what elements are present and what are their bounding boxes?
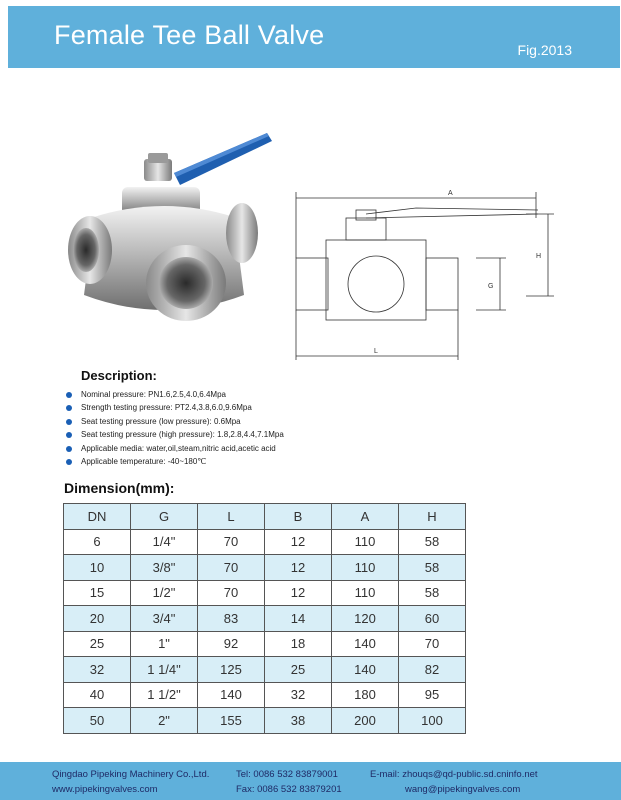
table-cell: 58: [399, 529, 466, 555]
table-cell: 95: [399, 682, 466, 708]
table-row: [64, 657, 466, 683]
table-cell: 25: [64, 631, 131, 657]
table-cell: 2": [131, 708, 198, 734]
header-cell: G: [131, 504, 198, 530]
table-cell: 40: [64, 682, 131, 708]
table-cell: 180: [332, 682, 399, 708]
table-cell: 3/8": [131, 555, 198, 581]
bullet-icon: [66, 392, 72, 398]
table-cell: 1/2": [131, 580, 198, 606]
table-cell: 18: [265, 631, 332, 657]
description-list: [66, 389, 284, 469]
table-cell: 140: [198, 682, 265, 708]
label-g: G: [488, 283, 494, 290]
dimension-drawing: [286, 180, 556, 362]
table-cell: 200: [332, 708, 399, 734]
label-h: H: [536, 253, 542, 260]
table-cell: 12: [265, 580, 332, 606]
table-cell: 110: [332, 529, 399, 555]
table-cell: 82: [399, 657, 466, 683]
table-cell: 110: [332, 580, 399, 606]
description-item: Applicable media: water,oil,steam,nitric acid,acetic acid: [66, 443, 284, 456]
header-cell: A: [332, 504, 399, 530]
description-item: Applicable temperature: -40~180℃: [66, 456, 284, 469]
fax-number: Fax: 0086 532 83879201: [236, 784, 342, 795]
table-cell: 12: [265, 555, 332, 581]
table-cell: 20: [64, 606, 131, 632]
table-cell: 70: [198, 555, 265, 581]
phone-number: Tel: 0086 532 83879001: [236, 769, 338, 780]
table-cell: 15: [64, 580, 131, 606]
table-cell: 70: [198, 529, 265, 555]
website-link[interactable]: www.pipekingvalves.com: [52, 784, 158, 795]
valve-photo: [64, 125, 274, 350]
table-cell: 70: [198, 580, 265, 606]
dimension-heading: Dimension(mm):: [64, 480, 175, 496]
table-cell: 6: [64, 529, 131, 555]
description-heading: Description:: [81, 368, 157, 383]
description-item: Nominal pressure: PN1.6,2.5,4.0,6.4Mpa: [66, 389, 284, 402]
header-cell: DN: [64, 504, 131, 530]
table-cell: 1": [131, 631, 198, 657]
table-row: [64, 580, 466, 606]
table-cell: 38: [265, 708, 332, 734]
email-primary[interactable]: E-mail: zhouqs@qd-public.sd.cninfo.net: [370, 769, 538, 780]
table-cell: 1 1/2": [131, 682, 198, 708]
table-row: [64, 708, 466, 734]
table-cell: 58: [399, 555, 466, 581]
table-cell: 1/4": [131, 529, 198, 555]
email-secondary[interactable]: wang@pipekingvalves.com: [405, 784, 521, 795]
table-cell: 32: [64, 657, 131, 683]
table-cell: 32: [265, 682, 332, 708]
table-cell: 70: [399, 631, 466, 657]
table-cell: 155: [198, 708, 265, 734]
table-cell: 60: [399, 606, 466, 632]
table-cell: 50: [64, 708, 131, 734]
table-cell: 83: [198, 606, 265, 632]
header-banner: [8, 6, 620, 68]
description-item: Seat testing pressure (low pressure): 0.6Mpa: [66, 416, 284, 429]
dimension-table: [63, 503, 466, 734]
page-title: Female Tee Ball Valve: [54, 20, 325, 50]
table-cell: 140: [332, 657, 399, 683]
table-row: [64, 682, 466, 708]
table-cell: 12: [265, 529, 332, 555]
header-cell: B: [265, 504, 332, 530]
description-item: Seat testing pressure (high pressure): 1.8,2.8,4.4,7.1Mpa: [66, 429, 284, 442]
figure-number: Fig.2013: [517, 42, 572, 58]
bullet-icon: [66, 419, 72, 425]
bullet-icon: [66, 405, 72, 411]
table-cell: 100: [399, 708, 466, 734]
table-row: [64, 631, 466, 657]
footer-banner: [0, 762, 621, 800]
table-cell: 125: [198, 657, 265, 683]
bullet-icon: [66, 459, 72, 465]
table-cell: 110: [332, 555, 399, 581]
table-cell: 25: [265, 657, 332, 683]
label-a: A: [448, 190, 453, 197]
table-row: [64, 529, 466, 555]
table-cell: 14: [265, 606, 332, 632]
table-cell: 3/4": [131, 606, 198, 632]
table-row: [64, 555, 466, 581]
table-cell: 1 1/4": [131, 657, 198, 683]
bullet-icon: [66, 432, 72, 438]
header-cell: H: [399, 504, 466, 530]
label-l: L: [374, 348, 378, 355]
company-name: Qingdao Pipeking Machinery Co.,Ltd.: [52, 769, 210, 780]
table-cell: 140: [332, 631, 399, 657]
table-row: [64, 606, 466, 632]
bullet-icon: [66, 446, 72, 452]
header-cell: L: [198, 504, 265, 530]
table-cell: 58: [399, 580, 466, 606]
table-cell: 120: [332, 606, 399, 632]
table-cell: 10: [64, 555, 131, 581]
description-item: Strength testing pressure: PT2.4,3.8,6.0,9.6Mpa: [66, 402, 284, 415]
table-header-row: [64, 504, 466, 530]
table-cell: 92: [198, 631, 265, 657]
